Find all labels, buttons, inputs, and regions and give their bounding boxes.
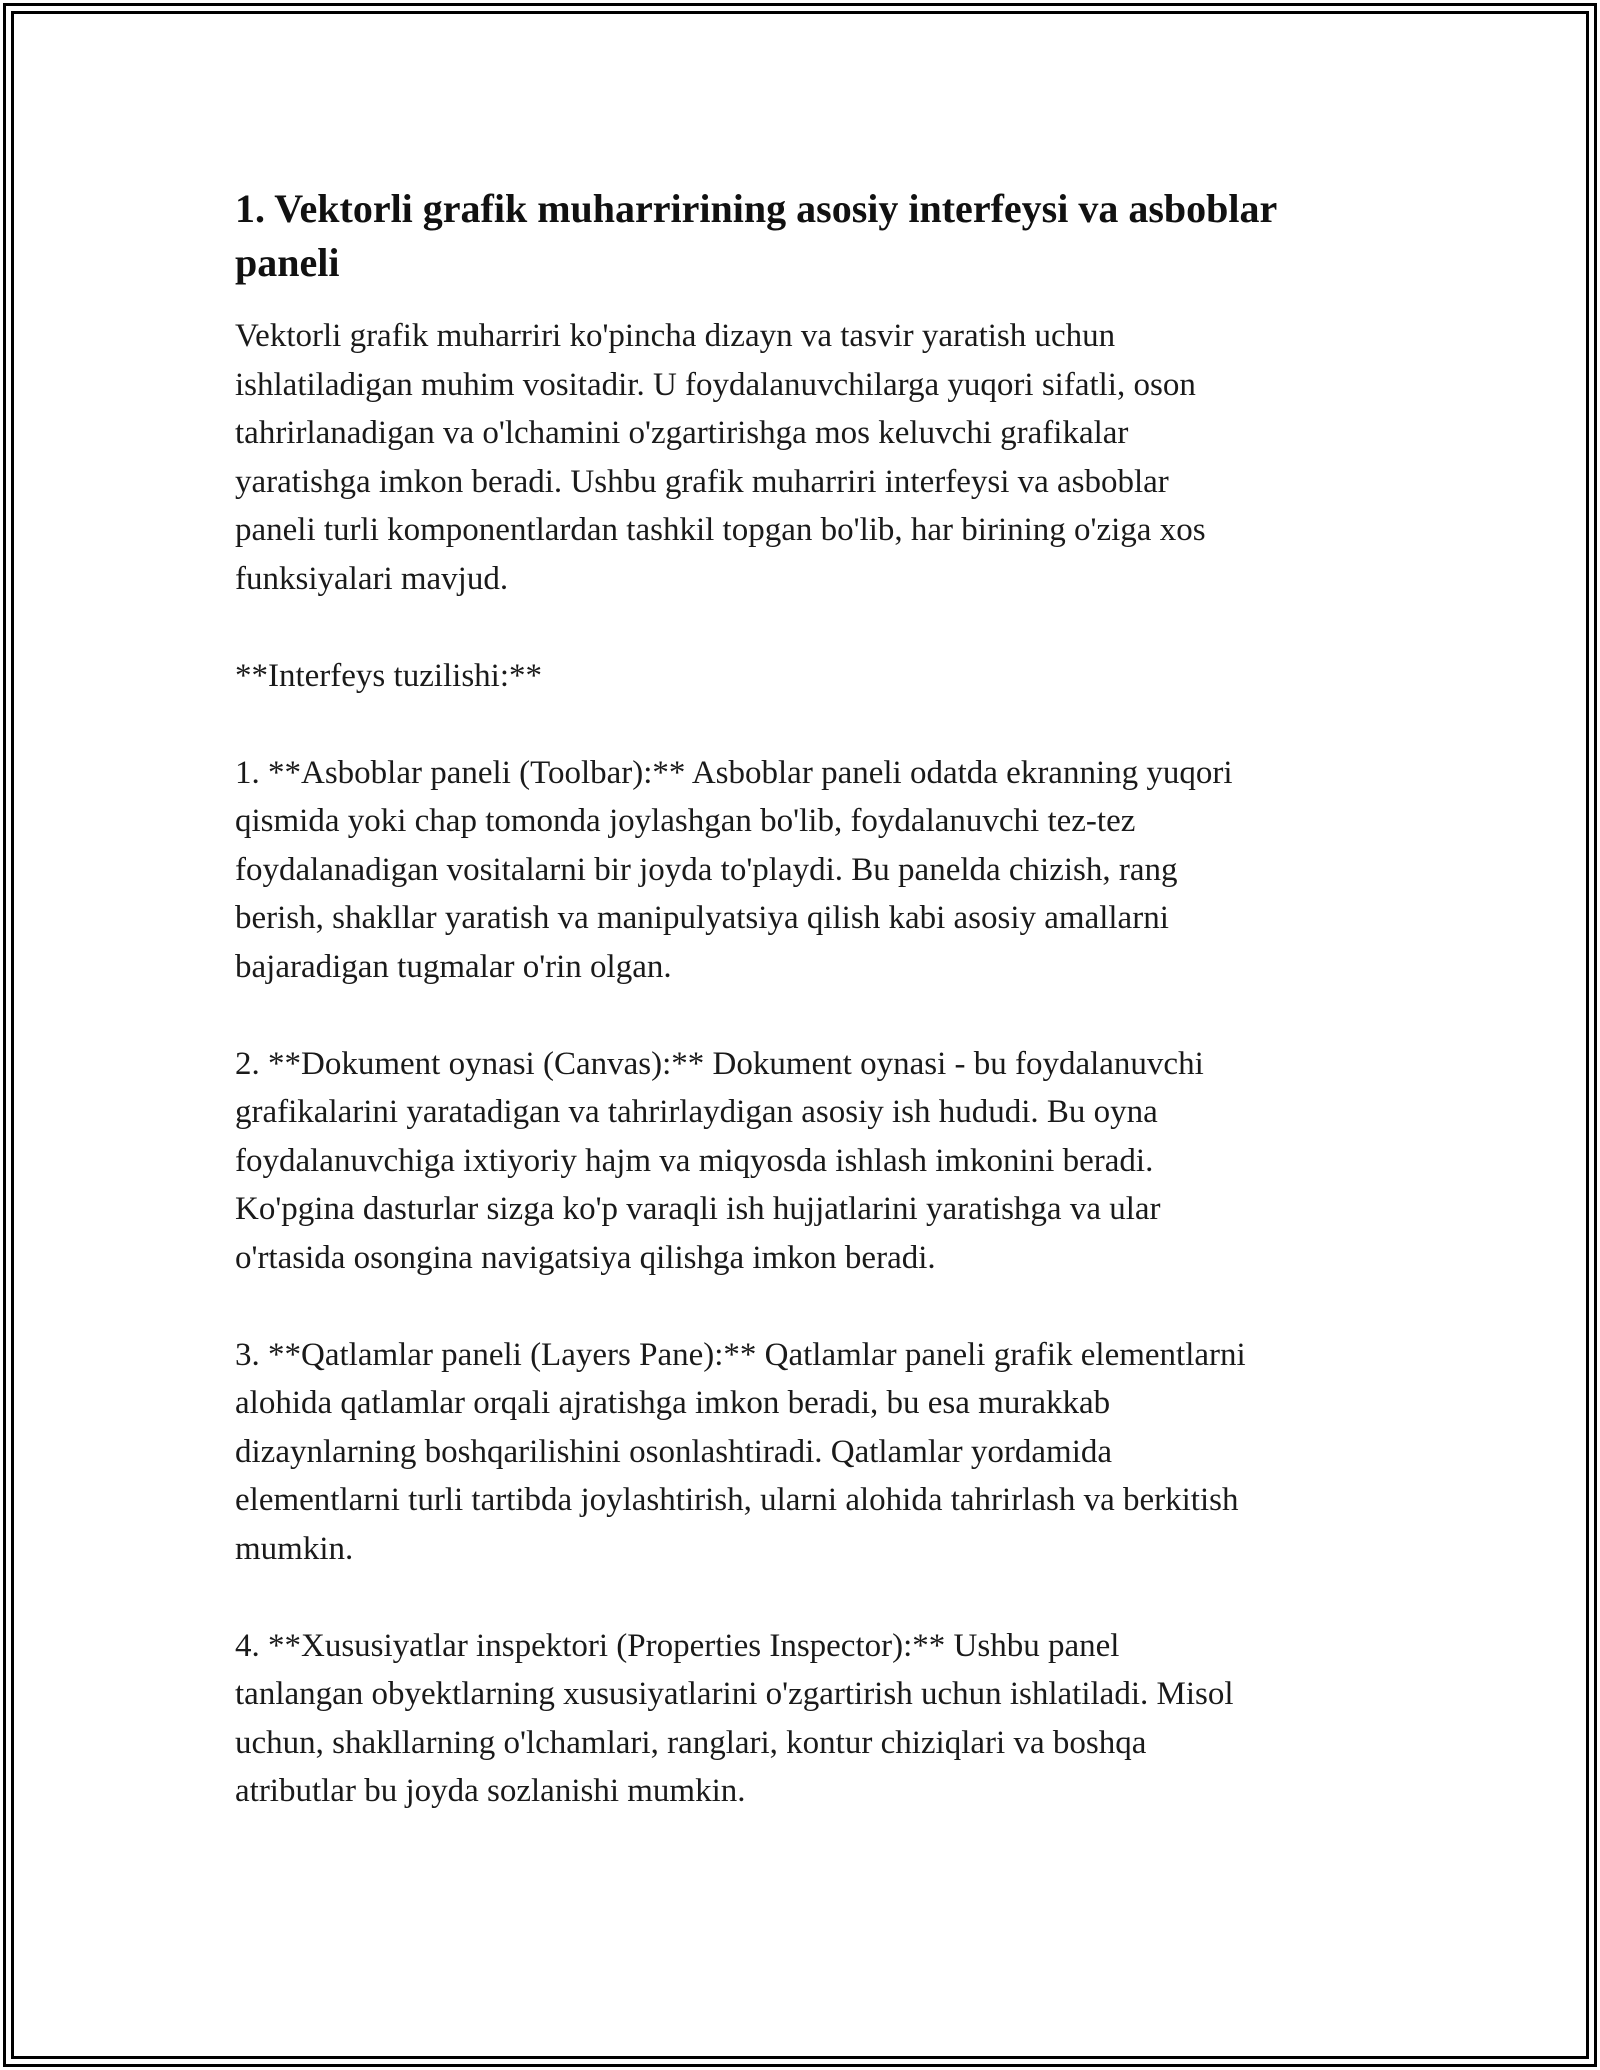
title-line: paneli [235, 240, 340, 285]
paragraph-line: 3. **Qatlamlar paneli (Layers Pane):** Qatlamlar paneli grafik elementlarni [235, 1336, 1246, 1373]
paragraph-line: mumkin. [235, 1530, 354, 1567]
paragraph-line: ishlatiladigan muhim vositadir. U foydalanuvchilarga yuqori sifatli, oson [235, 366, 1196, 403]
document-title [235, 182, 1365, 290]
paragraph-line: **Interfeys tuzilishi:** [235, 657, 543, 694]
paragraph-line: berish, shakllar yaratish va manipulyatsiya qilish kabi asosiy amallarni [235, 900, 1169, 936]
canvas-paragraph [235, 1040, 1365, 1283]
intro-paragraph [235, 312, 1365, 603]
paragraph-line: dizaynlarning boshqarilishini osonlashtiradi. Qatlamlar yordamida [235, 1433, 1113, 1470]
layers-paragraph [235, 1331, 1365, 1574]
paragraph-line: atributlar bu joyda sozlanishi mumkin. [235, 1773, 746, 1809]
paragraph-line: qismida yoki chap tomonda joylashgan bo'lib, foydalanuvchi tez-tez [235, 803, 1136, 839]
section-heading-interface-structure [235, 652, 1365, 701]
paragraph-line: bajaradigan tugmalar o'rin olgan. [235, 948, 672, 985]
paragraph-line: elementlarni turli tartibda joylashtirish, ularni alohida tahrirlash va berkitish [235, 1482, 1239, 1518]
paragraph-line: foydalanuvchiga ixtiyoriy hajm va miqyosda ishlash imkonini beradi. [235, 1142, 1154, 1179]
paragraph-line: o'rtasida osongina navigatsiya qilishga imkon beradi. [235, 1239, 936, 1276]
title-line: 1. Vektorli grafik muharririning asosiy interfeysi va asboblar [235, 186, 1278, 231]
paragraph-line: uchun, shakllarning o'lchamlari, ranglari, kontur chiziqlari va boshqa [235, 1724, 1147, 1761]
paragraph-line: 2. **Dokument oynasi (Canvas):** Dokument oynasi - bu foydalanuvchi [235, 1045, 1204, 1082]
paragraph-line: Vektorli grafik muharriri ko'pincha dizayn va tasvir yaratish uchun [235, 318, 1116, 354]
paragraph-line: tanlangan obyektlarning xususiyatlarini o'zgartirish uchun ishlatiladi. Misol [235, 1676, 1234, 1712]
paragraph-line: paneli turli komponentlardan tashkil topgan bo'lib, har birining o'ziga xos [235, 512, 1206, 548]
paragraph-line: 1. **Asboblar paneli (Toolbar):** Asboblar paneli odatda ekranning yuqori [235, 754, 1233, 791]
paragraph-line: tahrirlanadigan va o'lchamini o'zgartirishga mos keluvchi grafikalar [235, 415, 1129, 451]
properties-paragraph [235, 1622, 1365, 1816]
paragraph-line: yaratishga imkon beradi. Ushbu grafik muharriri interfeysi va asboblar [235, 463, 1169, 500]
paragraph-line: foydalanadigan vositalarni bir joyda to'playdi. Bu panelda chizish, rang [235, 851, 1178, 888]
paragraph-line: alohida qatlamlar orqali ajratishga imkon beradi, bu esa murakkab [235, 1385, 1111, 1421]
paragraph-line: 4. **Xususiyatlar inspektori (Properties Inspector):** Ushbu panel [235, 1627, 1120, 1664]
toolbar-paragraph [235, 749, 1365, 992]
document-body [235, 182, 1365, 1864]
paragraph-line: grafikalarini yaratadigan va tahrirlaydigan asosiy ish hududi. Bu oyna [235, 1094, 1158, 1130]
paragraph-line: Ko'pgina dasturlar sizga ko'p varaqli ish hujjatlarini yaratishga va ular [235, 1191, 1161, 1227]
paragraph-line: funksiyalari mavjud. [235, 560, 509, 597]
